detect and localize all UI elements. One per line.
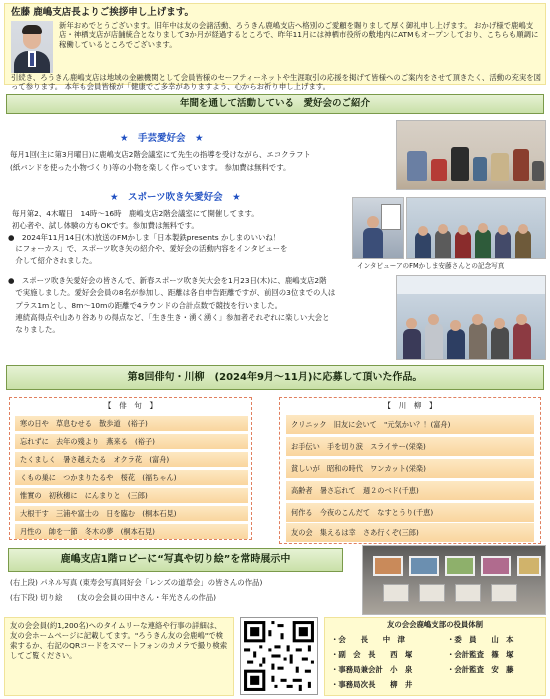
senryu-entry: クリニック 旧友に会いて "元気かい？！(富舟) xyxy=(286,414,534,434)
senryu-box-title: 【 川 柳 】 xyxy=(383,401,437,410)
homepage-info: 友の会会員(約1,200名)へのタイムリーな連絡や行事の詳細は、友の会ホームページに記載してます。"ろうきん友の会鹿嶋"で検索するか、右記のQRコードをスマートフォンのカメラで撮り検索してご覧ください。 xyxy=(4,617,234,696)
lobby-gallery-photo xyxy=(362,545,546,615)
craft-bags-photo xyxy=(396,120,546,190)
haiku-entry: 月性の 帥を一節 冬木の夢 (桐本石見) xyxy=(15,523,248,539)
craft-club-line-1: 毎月1回(主に第3月曜日)に鹿嶋支店2階会議室にて先生の指導を受けながら、エコクラフト xyxy=(10,150,311,159)
officer-entry: ・会計監査 安 藤 xyxy=(447,665,514,674)
manager-portrait xyxy=(11,21,53,73)
haiku-entry: 惟實の 初秋穗に にんまりと (三郎) xyxy=(15,487,248,503)
senryu-entry: 貧しいが 昭和の時代 ワンカット(栄楽) xyxy=(286,458,534,478)
craft-club-title: ★ 手芸愛好会 ★ xyxy=(120,133,204,144)
senryu-entry: 何作る 今夜のこんだて なすとうり(千恵) xyxy=(286,502,534,522)
interview-photo-caption: インタビューアのFMかしま安藤さんとの記念写真 xyxy=(357,262,505,270)
greeting-paragraph-1: 新年おめでとうございます。旧年中は友の会諸活動、ろうきん鹿嶋支店へ格別のご愛顧を賜りまして厚く御礼申し上げます。 おかげ様で鹿嶋支店・神栖支店が店舗統合となりまして3か月が経過するところで、昨年11月には神栖市役所の敷地内にATMもオープンしており、こちらも順調に稼働しているところでございます。 xyxy=(59,21,539,49)
qr-code-icon[interactable] xyxy=(240,617,318,695)
sports-club-title: ★ スポーツ吹き矢愛好会 ★ xyxy=(110,192,241,203)
haiku-entry: くもの巣に つかまりたるや 桜花 (福ちゃん) xyxy=(15,469,248,485)
sports-club-line-2: 初心者や、試し体験の方もOKです。参加費は無料です。 xyxy=(12,221,199,230)
haiku-entry: 寒の日や 草息むせる 散歩道 (裕子) xyxy=(15,415,248,431)
haiku-section-header: 第8回俳句・川柳 (2024年9月～11月)に応募して頂いた作品。 xyxy=(6,365,544,390)
haiku-entry: 忘れずに 去年の殘より 燕来る (裕子) xyxy=(15,433,248,449)
officer-entry: ・副 会 長 西 塚 xyxy=(331,650,413,659)
clubs-section-header: 年間を通して活動している 愛好会のご紹介 xyxy=(6,94,544,114)
tournament-group-photo xyxy=(396,275,546,360)
greeting-paragraph-2: 引続き、ろうきん鹿嶋支店は地域の金融機関として会員皆様のセーフティーネットや生涯取引の応援を掲げて皆様へのご案内をさせて頂きたく、活動の充実を図って参ります。 本年も会員皆様が「健康でご多幸がありますよう、心からお祈り申し上げます。 xyxy=(11,73,542,92)
gallery-note-lower: (右下段) 切り絵 (友の会会員の田中さん・年光さんの作品) xyxy=(10,593,217,602)
radio-studio-photo xyxy=(352,197,404,259)
haiku-entry: たくましく 暑さ越えたる オクラ花 (富舟) xyxy=(15,451,248,467)
officers-title: 友の会会鹿嶋支部の役員体制 xyxy=(386,620,484,629)
tournament-bullet: ● スポーツ吹き矢愛好会の皆さんで、新春スポーツ吹き矢大会を1月23日(木)に、鹿嶋支店2階 で実施しました。愛好会会員の8名が参加し、距離は各自申告距離ですが、前回の3位までの人は プラス1mとし、8m～10mの距離で4ラウンドの合計点数で競技を行いました。 連続高得点や山あり谷ありの得点など、「生き生き・湧く湧く」参加者それぞれに楽しい大会と なりました。 xyxy=(8,276,336,334)
officer-entry: ・会 長 中 津 xyxy=(331,635,405,644)
haiku-entry: 大根干す 三浦や富士の 日を臨む (桐本石見) xyxy=(15,505,248,521)
officers-panel xyxy=(324,617,546,696)
fm-interview-bullet: ● 2024年11月14日(木)放送のFMかしま「日本製鉄presents かしまのいいね！ にフォーカス」で、スポーツ吹き矢の紹介や、愛好会の活動内容をインタビューを 介して紹介されました。 xyxy=(8,233,288,265)
gallery-note-upper: (右上段) パネル写真 (東寿会写真同好会「レンズの道草会」の皆さんの作品) xyxy=(10,578,263,587)
senryu-box xyxy=(279,397,541,544)
interview-group-photo xyxy=(406,197,546,259)
sports-club-line-1: 毎月第2、4木曜日 14時～16時 鹿嶋支店2階会議室にて開催してます。 xyxy=(12,209,259,218)
senryu-entry: 高齢者 暑さ忘れて 週２のベド(千恵) xyxy=(286,480,534,500)
senryu-entry: 友の会 集えるは幸 さあ行くぞ(三郎) xyxy=(286,522,534,542)
officer-entry: ・事務局兼会計 小 泉 xyxy=(331,665,413,674)
gallery-section-header: 鹿嶋支店1階ロビーに“写真や切り絵”を常時展示中 xyxy=(8,548,343,572)
haiku-box-title: 【 俳 句 】 xyxy=(103,401,158,410)
senryu-entry: お手伝い 手を切り涙 スライサー(栄楽) xyxy=(286,436,534,456)
officer-entry: ・会計監査 篠 塚 xyxy=(447,650,514,659)
greeting-title: 佐藤 鹿嶋支店長よりご挨拶申し上げます。 xyxy=(11,7,195,18)
officer-entry: ・事務局次長 柳 井 xyxy=(331,680,413,689)
craft-club-line-2: (紙バンドを使った小物づくり)等の小物を楽しく作っています。 参加費は無料です。 xyxy=(10,163,291,172)
officer-entry: ・委 員 山 本 xyxy=(447,635,514,644)
haiku-box xyxy=(9,397,252,540)
greeting-panel xyxy=(4,3,546,92)
